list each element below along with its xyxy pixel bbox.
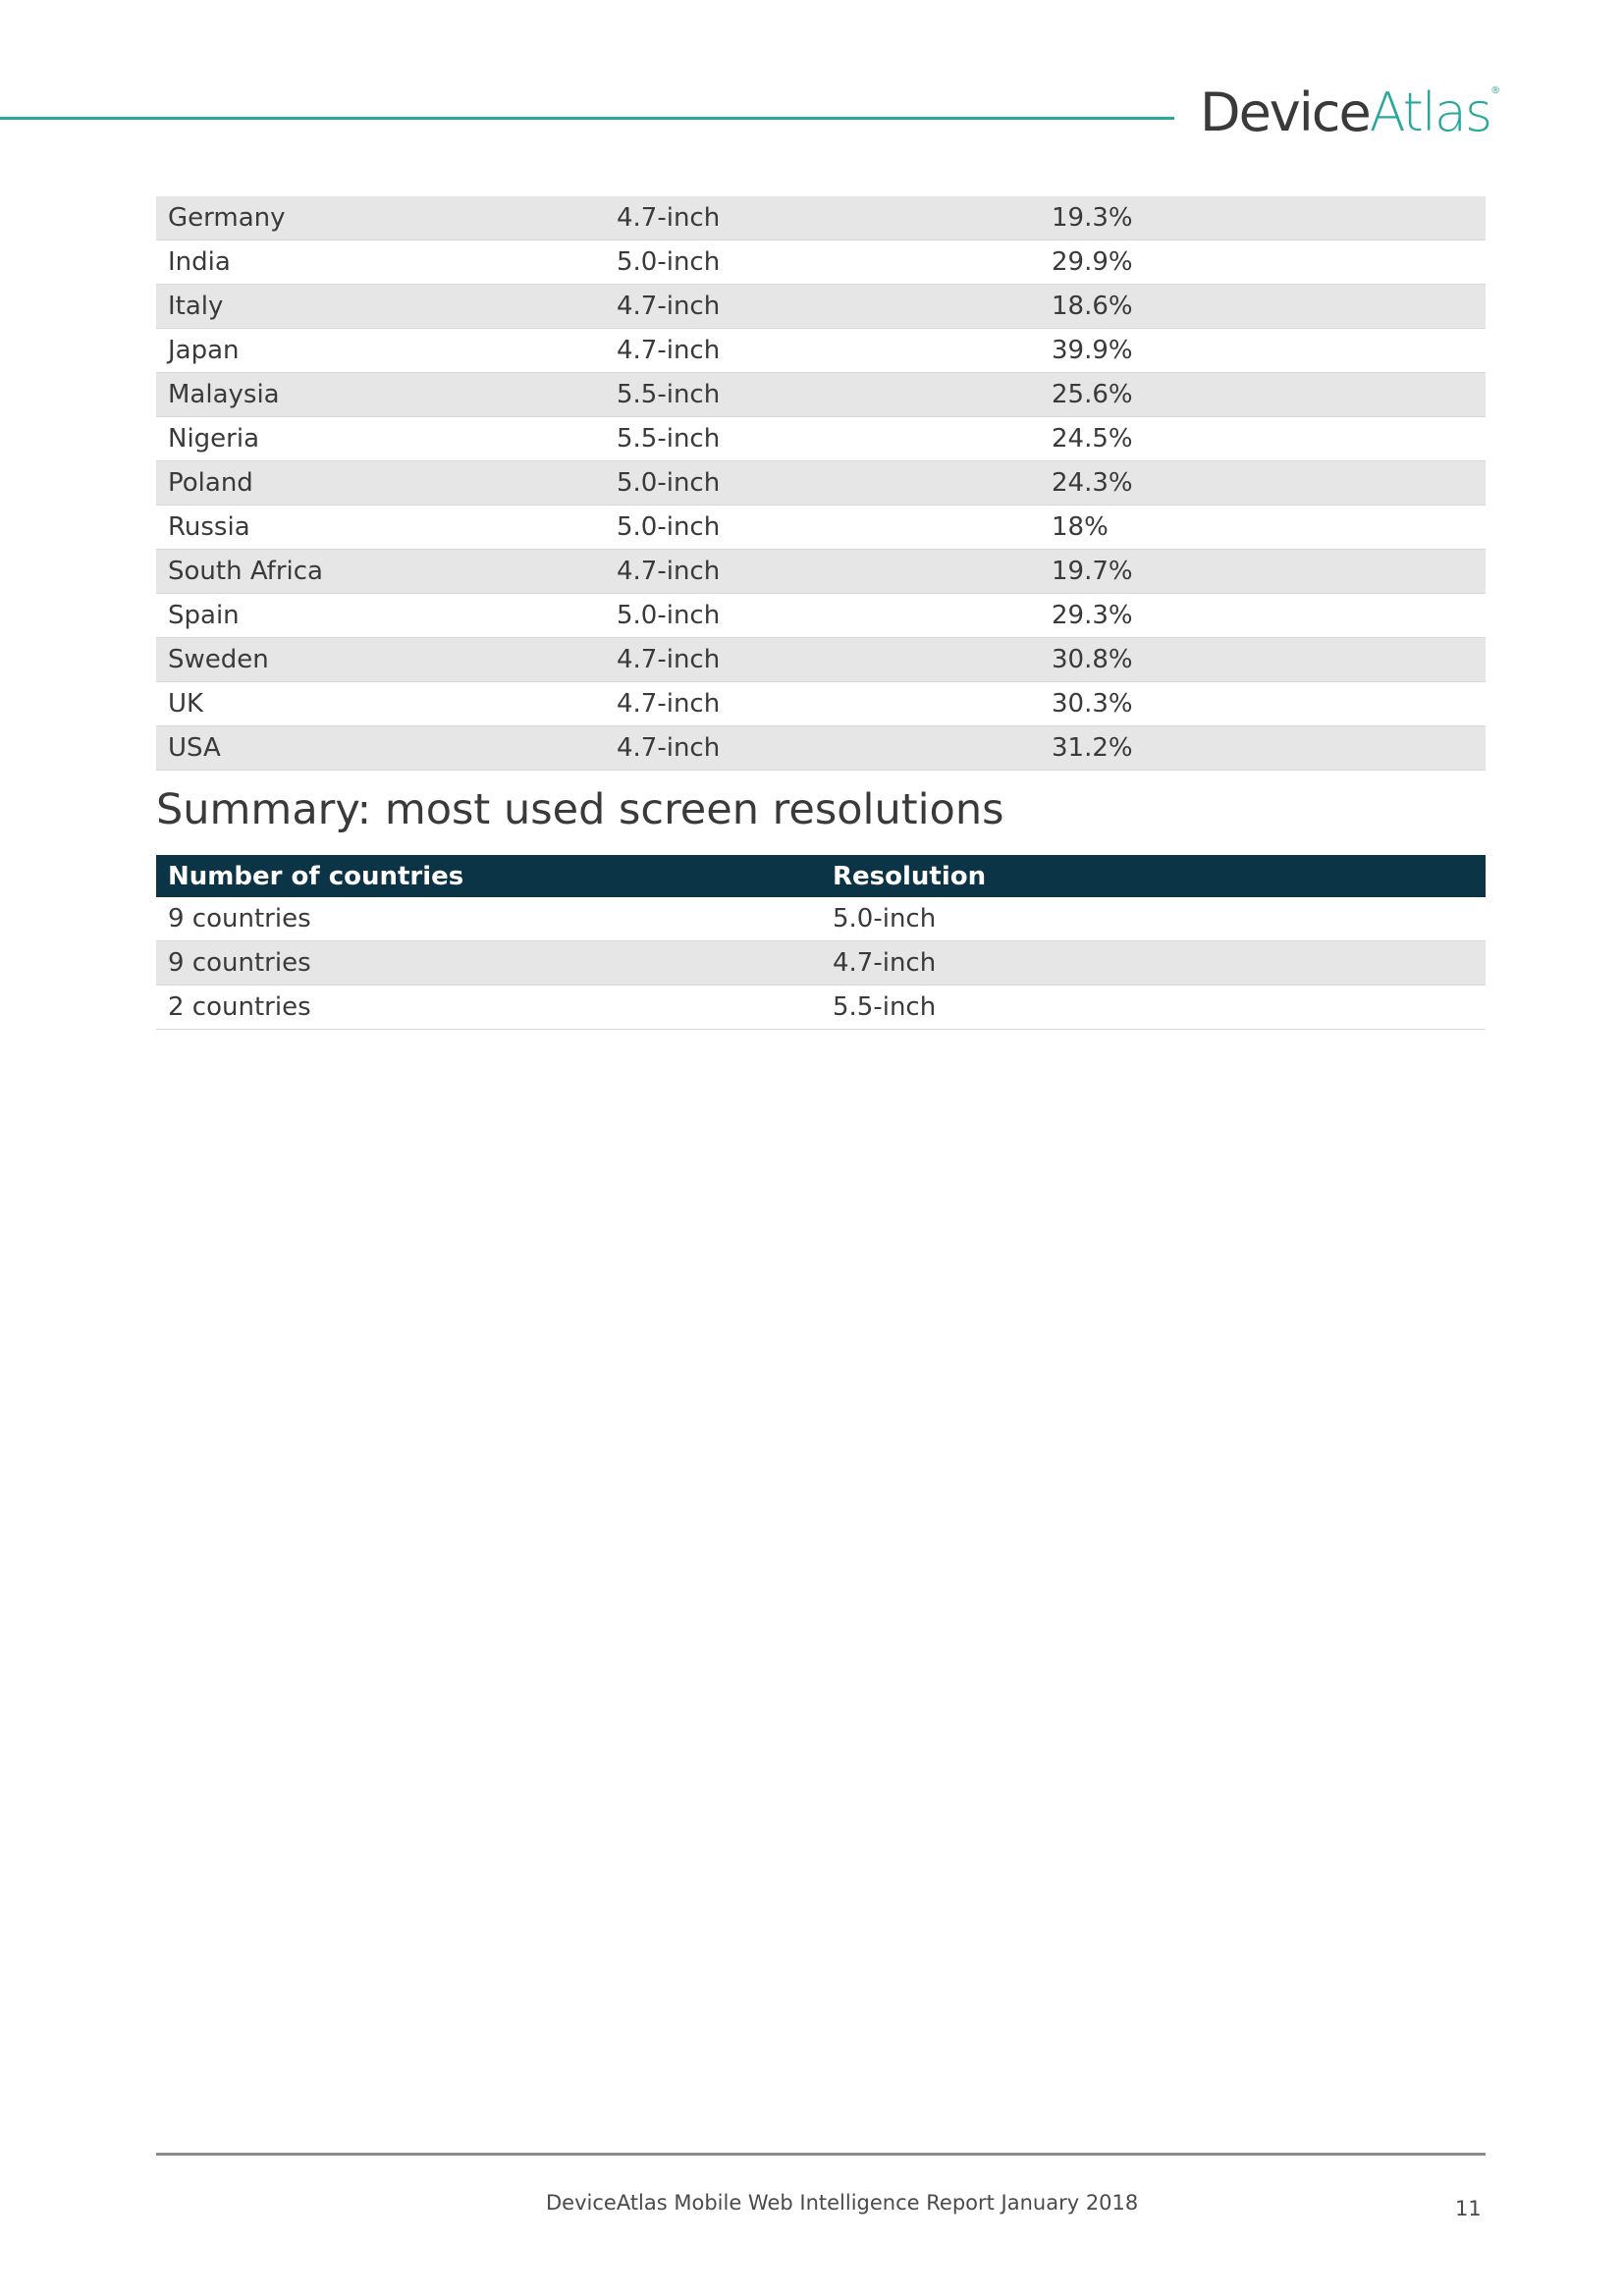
footer-report-title: DeviceAtlas Mobile Web Intelligence Report January 2018 (546, 2191, 1139, 2215)
country-count-cell: 9 countries (156, 897, 821, 941)
resolution-cell: 5.0-inch (605, 506, 1040, 550)
country-cell: Germany (156, 196, 605, 240)
share-cell: 30.8% (1040, 638, 1486, 682)
deviceatlas-logo (1200, 81, 1501, 143)
share-cell: 18% (1040, 506, 1486, 550)
country-cell: South Africa (156, 550, 605, 594)
table-row (156, 329, 1486, 373)
country-cell: UK (156, 682, 605, 726)
country-cell: Sweden (156, 638, 605, 682)
logo-registered-mark: ® (1490, 85, 1501, 96)
country-cell: Italy (156, 285, 605, 329)
resolution-cell: 5.5-inch (605, 417, 1040, 461)
country-resolution-table (156, 196, 1486, 771)
resolution-cell: 5.0-inch (821, 897, 1486, 941)
table-row (156, 506, 1486, 550)
resolution-cell: 5.0-inch (605, 594, 1040, 638)
country-cell: USA (156, 726, 605, 771)
country-cell: Nigeria (156, 417, 605, 461)
summary-table (156, 855, 1486, 1030)
resolution-cell: 4.7-inch (605, 329, 1040, 373)
table-row (156, 240, 1486, 285)
country-cell: India (156, 240, 605, 285)
table-row (156, 417, 1486, 461)
share-cell: 19.7% (1040, 550, 1486, 594)
share-cell: 24.3% (1040, 461, 1486, 506)
share-cell: 25.6% (1040, 373, 1486, 417)
column-header-resolution: Resolution (821, 855, 1486, 897)
logo-device-text: Device (1200, 81, 1370, 143)
summary-heading: Summary: most used screen resolutions (156, 785, 1004, 834)
resolution-cell: 4.7-inch (605, 726, 1040, 771)
share-cell: 31.2% (1040, 726, 1486, 771)
table-row (156, 196, 1486, 240)
share-cell: 29.9% (1040, 240, 1486, 285)
table-row (156, 550, 1486, 594)
table-row (156, 726, 1486, 771)
table-row (156, 682, 1486, 726)
resolution-cell: 4.7-inch (605, 196, 1040, 240)
country-count-cell: 9 countries (156, 941, 821, 986)
resolution-cell: 5.0-inch (605, 461, 1040, 506)
share-cell: 30.3% (1040, 682, 1486, 726)
table-row (156, 941, 1486, 986)
resolution-cell: 4.7-inch (605, 550, 1040, 594)
footer-rule (156, 2153, 1486, 2156)
resolution-cell: 4.7-inch (605, 638, 1040, 682)
table-row (156, 594, 1486, 638)
column-header-number-of-countries: Number of countries (156, 855, 821, 897)
country-cell: Poland (156, 461, 605, 506)
table-row (156, 285, 1486, 329)
header-rule (0, 117, 1174, 120)
share-cell: 18.6% (1040, 285, 1486, 329)
table-row (156, 461, 1486, 506)
share-cell: 29.3% (1040, 594, 1486, 638)
resolution-cell: 4.7-inch (605, 285, 1040, 329)
table-row (156, 638, 1486, 682)
page-number: 11 (1455, 2197, 1482, 2220)
share-cell: 19.3% (1040, 196, 1486, 240)
table-row (156, 897, 1486, 941)
logo-atlas-text: Atlas (1369, 81, 1491, 143)
country-count-cell: 2 countries (156, 986, 821, 1030)
table-row (156, 373, 1486, 417)
table-row (156, 986, 1486, 1030)
resolution-cell: 4.7-inch (821, 941, 1486, 986)
resolution-cell: 4.7-inch (605, 682, 1040, 726)
country-cell: Spain (156, 594, 605, 638)
resolution-cell: 5.5-inch (821, 986, 1486, 1030)
country-cell: Russia (156, 506, 605, 550)
country-cell: Malaysia (156, 373, 605, 417)
country-cell: Japan (156, 329, 605, 373)
resolution-cell: 5.0-inch (605, 240, 1040, 285)
summary-header-row (156, 855, 1486, 897)
share-cell: 39.9% (1040, 329, 1486, 373)
share-cell: 24.5% (1040, 417, 1486, 461)
resolution-cell: 5.5-inch (605, 373, 1040, 417)
